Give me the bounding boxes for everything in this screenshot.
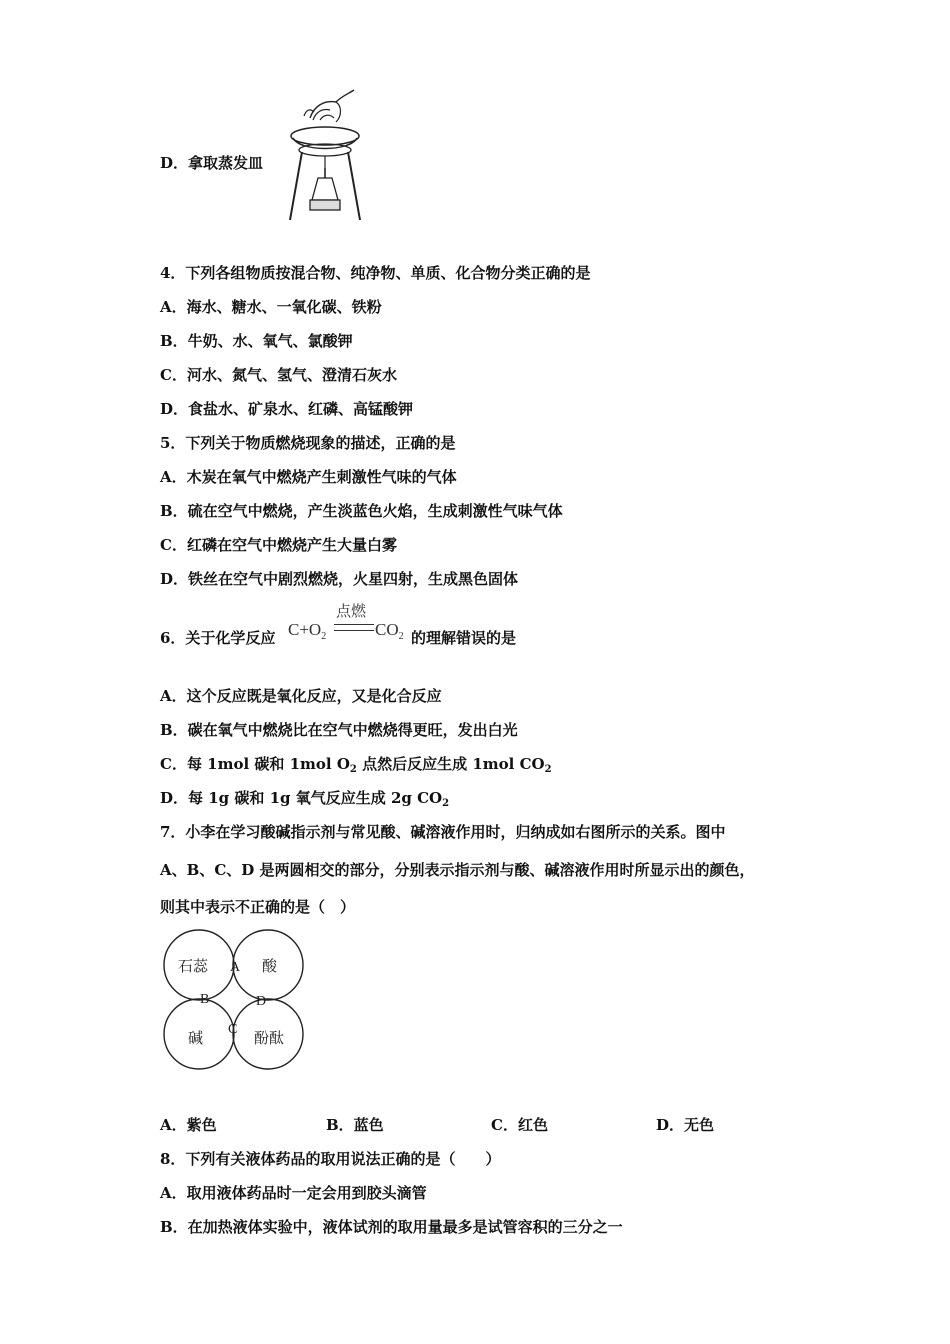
venn-region-c: C: [228, 1022, 238, 1037]
q6-equation-right: $CO_2$: [375, 620, 404, 642]
q7-option-d: D．无色: [656, 1116, 715, 1134]
q3-option-d: D．拿取蒸发皿: [160, 154, 264, 172]
venn-region-a: A: [230, 960, 241, 975]
evaporating-dish-illustration: [280, 88, 370, 223]
q7-option-c: C．红色: [491, 1116, 548, 1134]
venn-region-b: B: [200, 992, 210, 1007]
q5-stem: 5．下列关于物质燃烧现象的描述，正确的是: [160, 434, 456, 452]
q6-option-d: D．每 1g 碳和 1g 氧气反应生成 2g $CO_2$: [160, 789, 450, 809]
venn-region-d: D: [256, 994, 267, 1009]
q4-option-c: C．河水、氮气、氢气、澄清石灰水: [160, 366, 397, 384]
venn-diagram: [160, 928, 308, 1073]
q4-option-d: D．食盐水、矿泉水、红磷、高锰酸钾: [160, 400, 414, 418]
q4-stem: 4．下列各组物质按混合物、纯净物、单质、化合物分类正确的是: [160, 264, 591, 282]
q7-stem-line1: 7．小李在学习酸碱指示剂与常见酸、碱溶液作用时，归纳成如右图所示的关系。图中: [160, 823, 726, 841]
q4-option-b: B．牛奶、水、氧气、氯酸钾: [160, 332, 353, 350]
q7-stem-line2: A、B、C、D 是两圆相交的部分，分别表示指示剂与酸、碱溶液作用时所显示出的颜色，: [160, 861, 755, 879]
q6-option-b: B．碳在氧气中燃烧比在空气中燃烧得更旺，发出白光: [160, 721, 518, 739]
q7-stem-line3: 则其中表示不正确的是（ ）: [160, 898, 356, 916]
q8-option-a: A．取用液体药品时一定会用到胶头滴管: [160, 1184, 427, 1202]
q8-stem: 8．下列有关液体药品的取用说法正确的是（ ）: [160, 1150, 501, 1168]
q5-option-c: C．红磷在空气中燃烧产生大量白雾: [160, 536, 397, 554]
q5-option-d: D．铁丝在空气中剧烈燃烧，火星四射，生成黑色固体: [160, 570, 519, 588]
q8-option-b: B．在加热液体实验中，液体试剂的取用量最多是试管容积的三分之一: [160, 1218, 623, 1236]
q7-option-a: A．紫色: [160, 1116, 217, 1134]
q6-equals-sign: [334, 624, 374, 631]
q6-equation-left: $C+O_2$: [288, 620, 327, 642]
venn-label-litmus: 石蕊: [178, 957, 209, 975]
q6-stem-suffix: 的理解错误的是: [411, 629, 517, 647]
q6-equation-condition: 点燃: [336, 604, 367, 620]
venn-label-phenolphthalein: 酚酞: [254, 1029, 285, 1047]
q5-option-a: A．木炭在氧气中燃烧产生刺激性气味的气体: [160, 468, 457, 486]
q6-option-c: C．每 1mol 碳和 1mol $O_2$ 点然后反应生成 1mol $CO_2$: [160, 755, 552, 775]
q6-stem-prefix: 6．关于化学反应: [160, 629, 276, 647]
venn-label-base: 碱: [188, 1029, 204, 1047]
venn-label-acid: 酸: [262, 957, 278, 975]
q6-option-a: A．这个反应既是氧化反应，又是化合反应: [160, 687, 442, 705]
q4-option-a: A．海水、糖水、一氧化碳、铁粉: [160, 298, 382, 316]
q5-option-b: B．硫在空气中燃烧，产生淡蓝色火焰，生成刺激性气味气体: [160, 502, 563, 520]
q7-option-b: B．蓝色: [326, 1116, 384, 1134]
